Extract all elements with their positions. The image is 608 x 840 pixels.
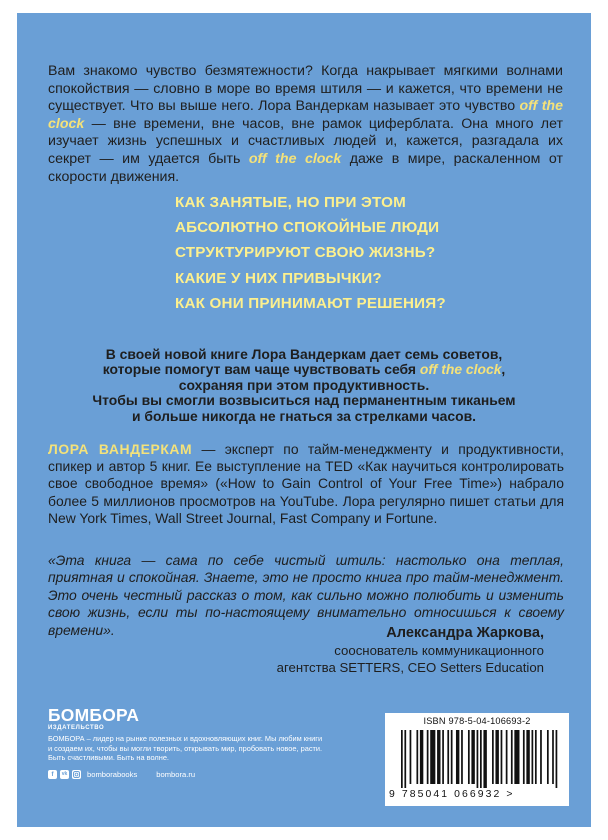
intro-highlight-1: off the clock bbox=[48, 98, 563, 132]
barcode-bar bbox=[480, 730, 482, 788]
publisher-logo-text: БОМБОРА bbox=[48, 705, 140, 725]
barcode-bar bbox=[495, 730, 498, 784]
summary-line: сохраняя при этом продуктивность. bbox=[178, 376, 430, 393]
instagram-icon bbox=[72, 770, 81, 779]
barcode-bar bbox=[526, 730, 529, 784]
summary-line: Чтобы вы смогли возвыситься над перманентным тиканьем bbox=[92, 392, 516, 409]
author-bio bbox=[48, 441, 564, 527]
barcode-panel bbox=[385, 713, 569, 806]
question-line: СТРУКТУРИРУЮТ СВОЮ ЖИЗНЬ? bbox=[175, 244, 436, 262]
question-line: КАК ЗАНЯТЫЕ, НО ПРИ ЭТОМ bbox=[175, 194, 406, 211]
question-line: КАКИЕ У НИХ ПРИВЫЧКИ? bbox=[175, 269, 382, 287]
summary-text: которые помогут вам чаще чувствовать себя bbox=[102, 361, 420, 378]
barcode-bar bbox=[468, 730, 470, 784]
author-bio-text: — эксперт по тайм-менеджменту и продуктивности, спикер и автор 5 книг. Ее выступление на TED «Как научиться контролировать свое свободное время» («How to Gain Control of Your Free Time») набрало более 5 миллионов просмотров на YouTube. Лора регулярно пишет статьи для New York Times, Wall Street Journal, Fast Company и Fortune. bbox=[48, 441, 564, 526]
publisher-logo bbox=[48, 707, 139, 732]
barcode-bar bbox=[401, 730, 403, 788]
barcode-bar bbox=[404, 730, 406, 788]
author-name: ЛОРА ВАНДЕРКАМ bbox=[48, 441, 193, 457]
barcode-bar bbox=[535, 730, 537, 784]
social-handle: bomborabooks bbox=[87, 770, 138, 779]
intro-text-3: даже в мире, раскаленном от скорости движения. bbox=[48, 150, 563, 185]
intro-text-1: Вам знакомо чувство безмятежности? Когда накрывает мягкими волнами спокойствия — словно в море во время штиля — и кажется, что времени не существует. Что вы выше него. Лора Вандеркам называет это чувство bbox=[48, 63, 563, 115]
signature-role: агентства SETTERS, CEO Setters Education bbox=[276, 659, 544, 675]
barcode-digits: 9 785041 066932 > bbox=[389, 789, 515, 800]
barcode-bar bbox=[483, 730, 486, 788]
barcode-bar bbox=[447, 730, 449, 784]
publisher-socials bbox=[48, 770, 195, 779]
barcode-bar bbox=[416, 730, 418, 784]
questions-block bbox=[175, 190, 475, 316]
barcode-bar bbox=[511, 730, 513, 784]
barcode-bar bbox=[532, 730, 534, 784]
intro-text-2: — вне времени, вне часов, вне рамок циферблата. Она много лет изучает жизнь успешных и счастливых людей и, кажется, разгадала их секрет — им удается быть bbox=[48, 115, 563, 167]
facebook-icon: f bbox=[48, 770, 57, 779]
barcode-bar bbox=[427, 730, 429, 784]
intro-paragraph bbox=[48, 63, 563, 186]
barcode-bar bbox=[420, 730, 423, 784]
question-line: АБСОЛЮТНО СПОКОЙНЫЕ ЛЮДИ bbox=[175, 219, 440, 237]
barcode-bar bbox=[410, 730, 412, 784]
summary-highlight: off the clock bbox=[419, 361, 502, 378]
isbn-text: ISBN 978-5-04-106693-2 bbox=[423, 716, 531, 726]
summary-line bbox=[40, 362, 568, 377]
barcode-bar bbox=[506, 730, 508, 784]
intro-highlight-2: off the clock bbox=[248, 150, 342, 167]
barcode-bar bbox=[523, 730, 525, 784]
barcode-bar bbox=[471, 730, 474, 784]
barcode-bar bbox=[501, 730, 503, 784]
barcode-bar bbox=[514, 730, 519, 784]
barcode-bar bbox=[461, 730, 463, 784]
barcode-bar bbox=[547, 730, 549, 784]
signature-role: сооснователь коммуникационного bbox=[334, 643, 544, 658]
question-line: КАК ОНИ ПРИНИМАЮТ РЕШЕНИЯ? bbox=[175, 294, 446, 312]
barcode-bar bbox=[477, 730, 479, 788]
testimonial-quote: «Эта книга — сама по себе чистый штиль: настолько она теплая, приятная и спокойная. Знаете, это не просто книга про тайм-менеджмент. Это очень честный рассказ о том, как сильно можно полюбить и изменить свою жизнь, если ты по-настоящему внимательно относишься к своему времени». bbox=[48, 552, 564, 638]
signature-name: Александра Жаркова, bbox=[386, 625, 544, 641]
barcode-image bbox=[401, 730, 559, 788]
summary-line: и больше никогда не гнаться за стрелками часов. bbox=[131, 407, 476, 424]
summary-paragraph bbox=[40, 347, 568, 424]
testimonial-signature bbox=[184, 623, 544, 677]
publisher-logo-subtext: ИЗДАТЕЛЬСТВО bbox=[48, 725, 105, 731]
barcode-bar bbox=[451, 730, 453, 784]
summary-comma: , bbox=[501, 361, 506, 378]
publisher-tagline: БОМБОРА – лидер на рынке полезных и вдохновляющих книг. Мы любим книги и создаем их, чтобы вы могли творить, открывать мир, пробовать новое, расти. Быть счастливыми. Быть на волне. bbox=[48, 734, 323, 763]
barcode-bar bbox=[442, 730, 444, 784]
vk-icon: vk bbox=[61, 771, 68, 777]
barcode-bar bbox=[430, 730, 435, 784]
barcode-bar bbox=[540, 730, 542, 784]
publisher-site: bombora.ru bbox=[156, 770, 196, 779]
barcode-bar bbox=[456, 730, 459, 784]
barcode-bar bbox=[492, 730, 494, 784]
barcode-bar bbox=[437, 730, 440, 784]
summary-line: В своей новой книге Лора Вандеркам дает семь советов, bbox=[105, 346, 503, 362]
barcode-bar bbox=[552, 730, 554, 784]
barcode-bar bbox=[556, 730, 558, 788]
